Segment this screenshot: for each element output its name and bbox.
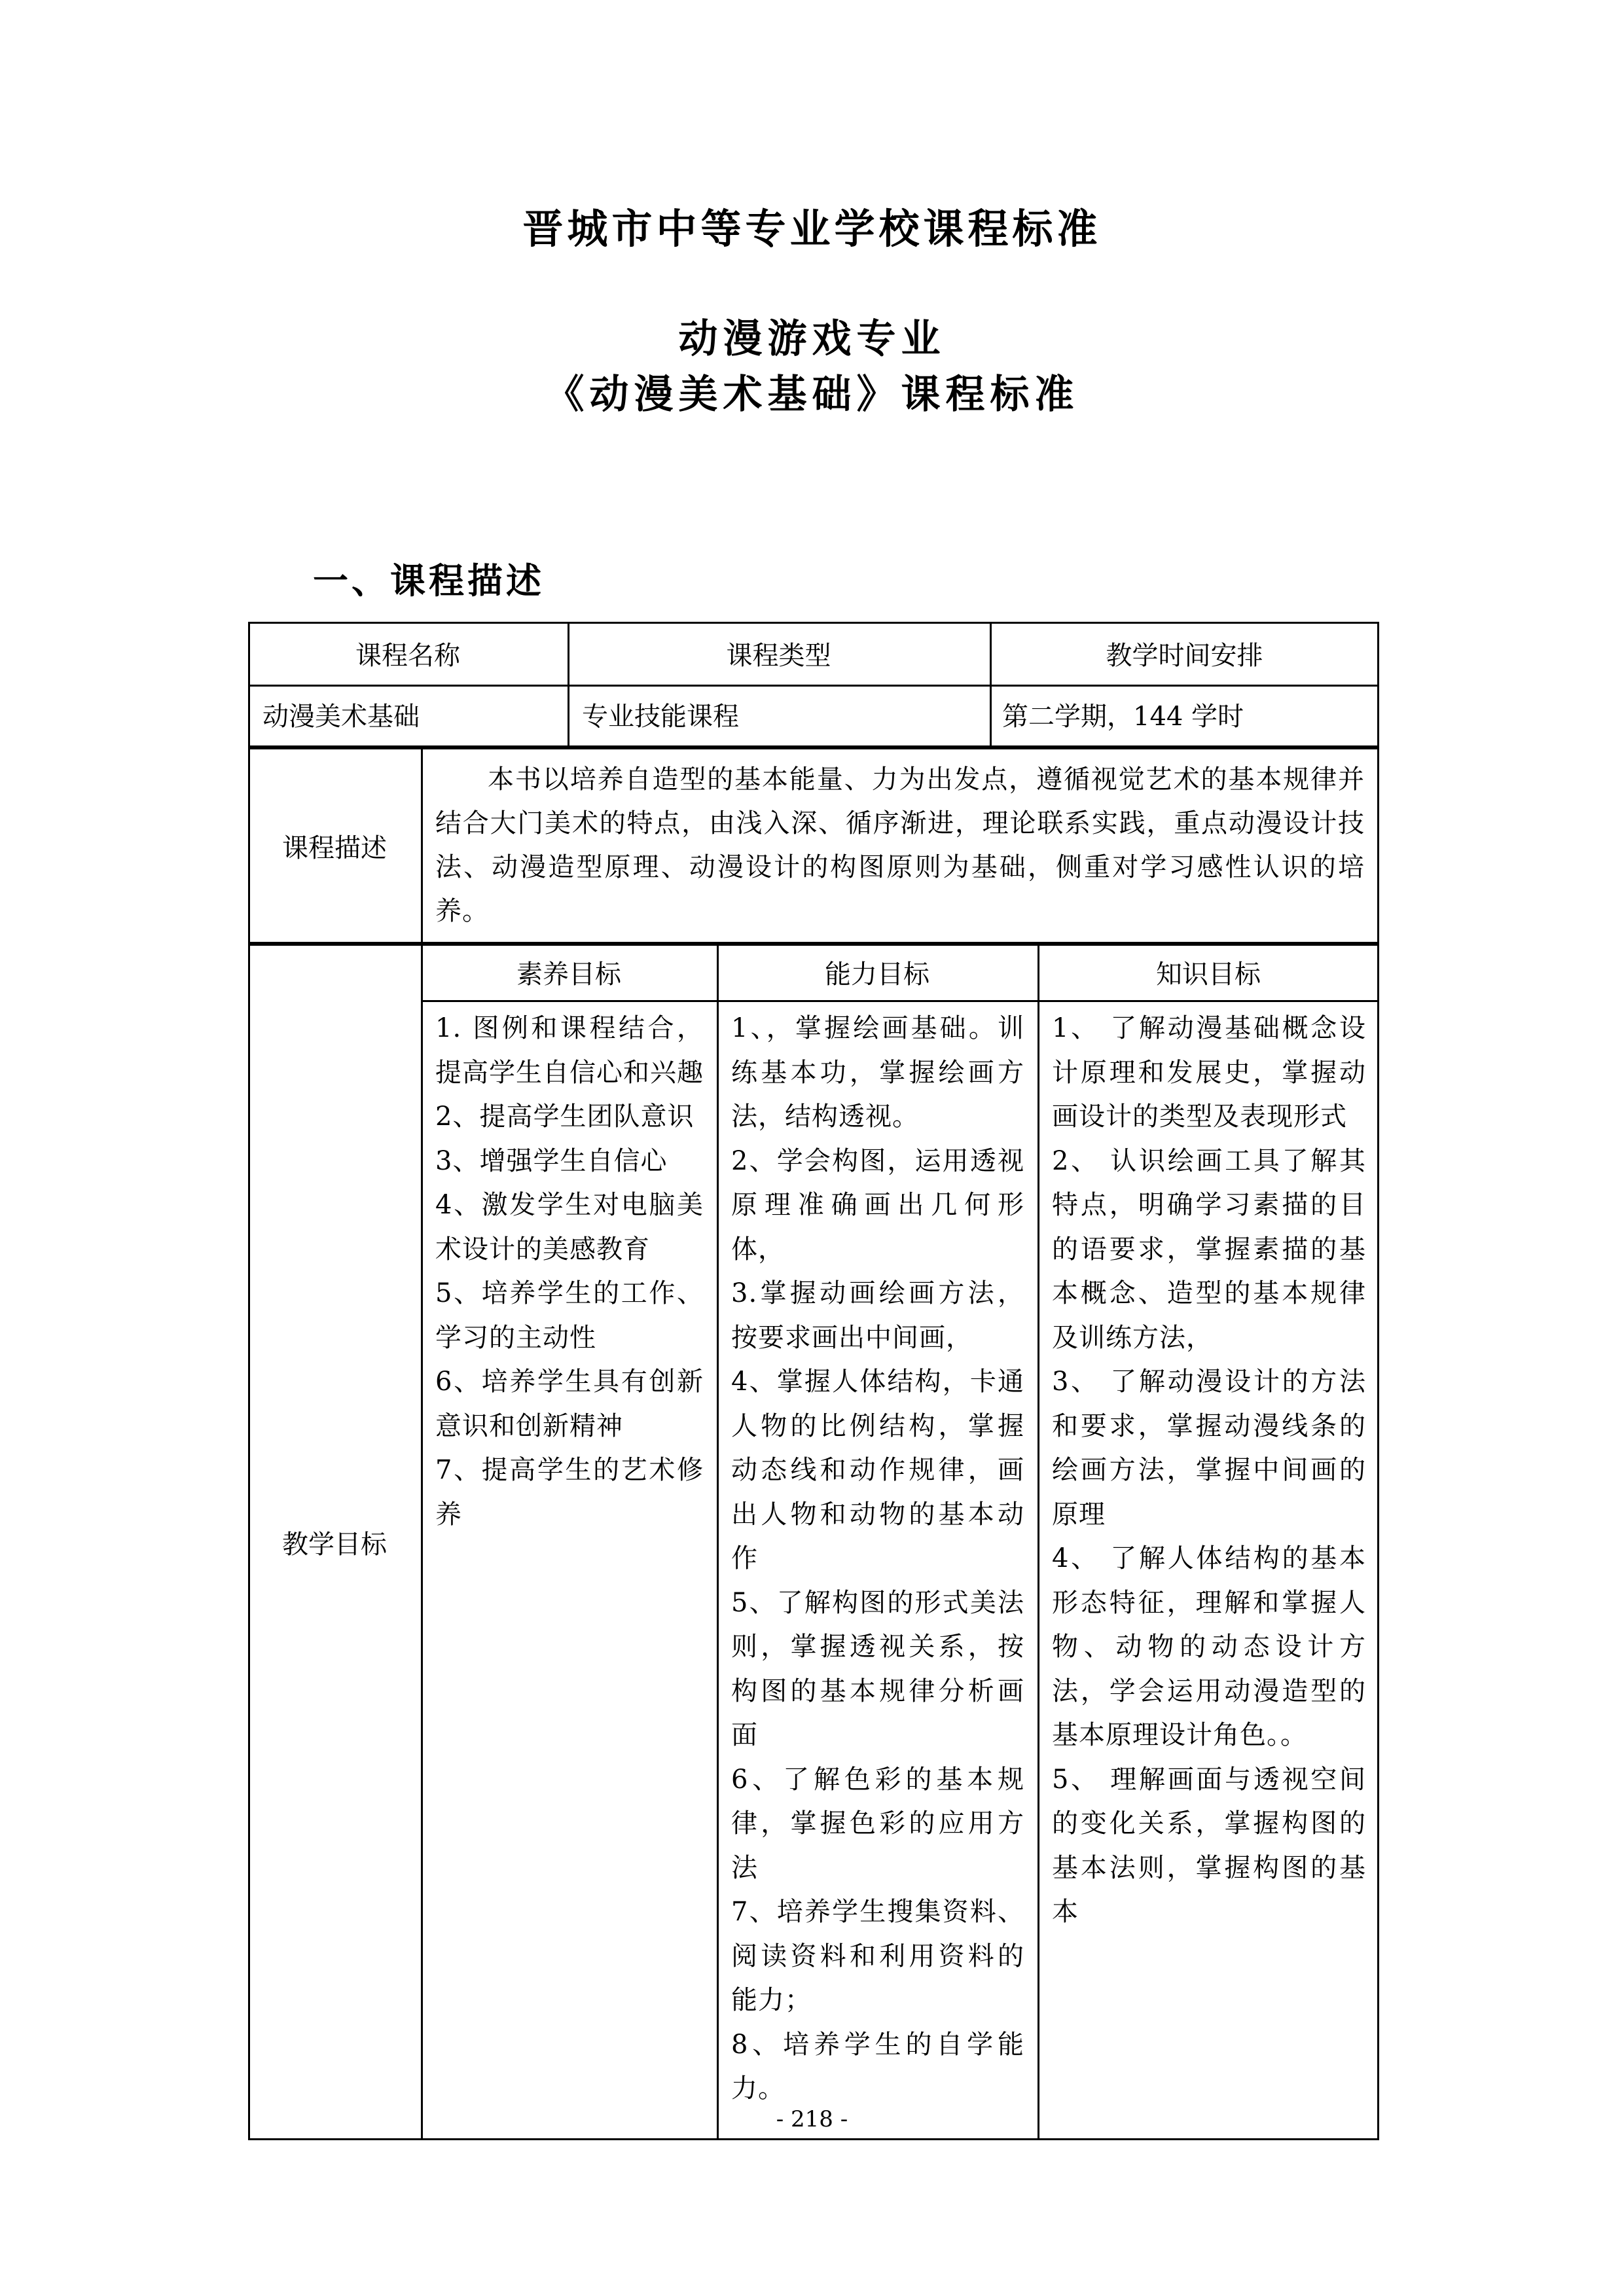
col-divider — [1038, 944, 1039, 2140]
page-number: - 218 - — [776, 2106, 848, 2132]
list-item: 4、激发学生对电脑美术设计的美感教育 — [435, 1190, 704, 1265]
list-item: 2、 认识绘画工具了解其特点，明确学习素描的目的语要求，掌握素描的基本概念、造型的基本规律及训练方法， — [1052, 1145, 1366, 1353]
list-item: 2、提高学生团队意识 — [435, 1102, 695, 1132]
list-item: 7、提高学生的艺术修养 — [435, 1455, 704, 1530]
header-knowledge-goals: 知识目标 — [1156, 959, 1261, 990]
list-item: 7、培养学生搜集资料、阅读资料和利用资料的能力； — [731, 1897, 1024, 2015]
list-item: 4、掌握人体结构，卡通人物的比例结构，掌握动态线和动作规律，画出人物和动物的基本动作 — [731, 1367, 1024, 1573]
list-item: 5、了解构图的形式美法则，掌握透视关系，按构图的基本规律分析画面 — [731, 1587, 1024, 1750]
header-course-type: 课程类型 — [726, 640, 831, 671]
list-item: 5、培养学生的工作、学习的主动性 — [435, 1278, 704, 1353]
row-divider — [248, 685, 1379, 687]
section-heading: 一、课程描述 — [313, 560, 545, 601]
col-divider — [421, 747, 423, 944]
list-item: 4、 了解人体结构的基本形态特征，理解和掌握人物、动物的动态设计方法，学会运用动漫造型的基本原理设计角色。。 — [1052, 1543, 1366, 1750]
list-item: 3、增强学生自信心 — [435, 1145, 668, 1176]
list-item: 1. 图例和课程结合，提高学生自信心和兴趣 — [435, 1013, 704, 1088]
list-item: 2、学会构图，运用透视原理准确画出几何形体， — [731, 1145, 1024, 1265]
literacy-goals-list — [435, 1007, 704, 1537]
header-ability-goals: 能力目标 — [825, 959, 929, 990]
list-item: 1、 了解动漫基础概念设计原理和发展史，掌握动画设计的类型及表现形式 — [1052, 1013, 1366, 1132]
list-item: 1、，掌握绘画基础。训练基本功，掌握绘画方法，结构透视。 — [731, 1013, 1024, 1132]
subtitle-course-standard: 《动漫美术基础》课程标准 — [545, 372, 1079, 418]
objectives-label: 教学目标 — [282, 1529, 387, 1560]
list-item: 3、 了解动漫设计的方法和要求，掌握动漫线条的绘画方法，掌握中间画的原理 — [1052, 1367, 1366, 1530]
description-label: 课程描述 — [282, 833, 387, 863]
value-course-name: 动漫美术基础 — [262, 702, 420, 732]
list-item: 6、培养学生具有创新意识和创新精神 — [435, 1367, 704, 1441]
list-item: 5、 理解画面与透视空间的变化关系，掌握构图的基本法则，掌握构图的基本 — [1052, 1764, 1366, 1927]
ability-goals-list — [731, 1007, 1024, 2111]
col-divider — [717, 944, 719, 2140]
header-schedule: 教学时间安排 — [1106, 640, 1263, 671]
value-schedule: 第二学期，144 学时 — [1002, 702, 1244, 732]
header-course-name: 课程名称 — [355, 640, 460, 671]
main-title: 晋城市中等专业学校课程标准 — [522, 205, 1102, 253]
col-divider — [421, 944, 423, 2140]
description-text: 本书以培养自造型的基本能量、力为出发点，遵循视觉艺术的基本规律并结合大门美术的特点，由浅入深、循序渐进，理论联系实践，重点动漫设计技法、动漫造型原理、动漫设计的构图原则为基础，侧重对学习感性认识的培养。 — [435, 764, 1365, 926]
row-divider — [421, 1000, 1379, 1002]
list-item: 3.掌握动画绘画方法，按要求画出中间画， — [731, 1278, 1024, 1353]
list-item: 6、了解色彩的基本规律，掌握色彩的应用方法 — [731, 1764, 1024, 1883]
list-item: 8、培养学生的自学能力。 — [731, 2029, 1024, 2104]
header-literacy-goals: 素养目标 — [516, 959, 621, 990]
knowledge-goals-list — [1052, 1007, 1366, 1935]
subtitle-major: 动漫游戏专业 — [678, 316, 946, 362]
value-course-type: 专业技能课程 — [582, 702, 739, 732]
